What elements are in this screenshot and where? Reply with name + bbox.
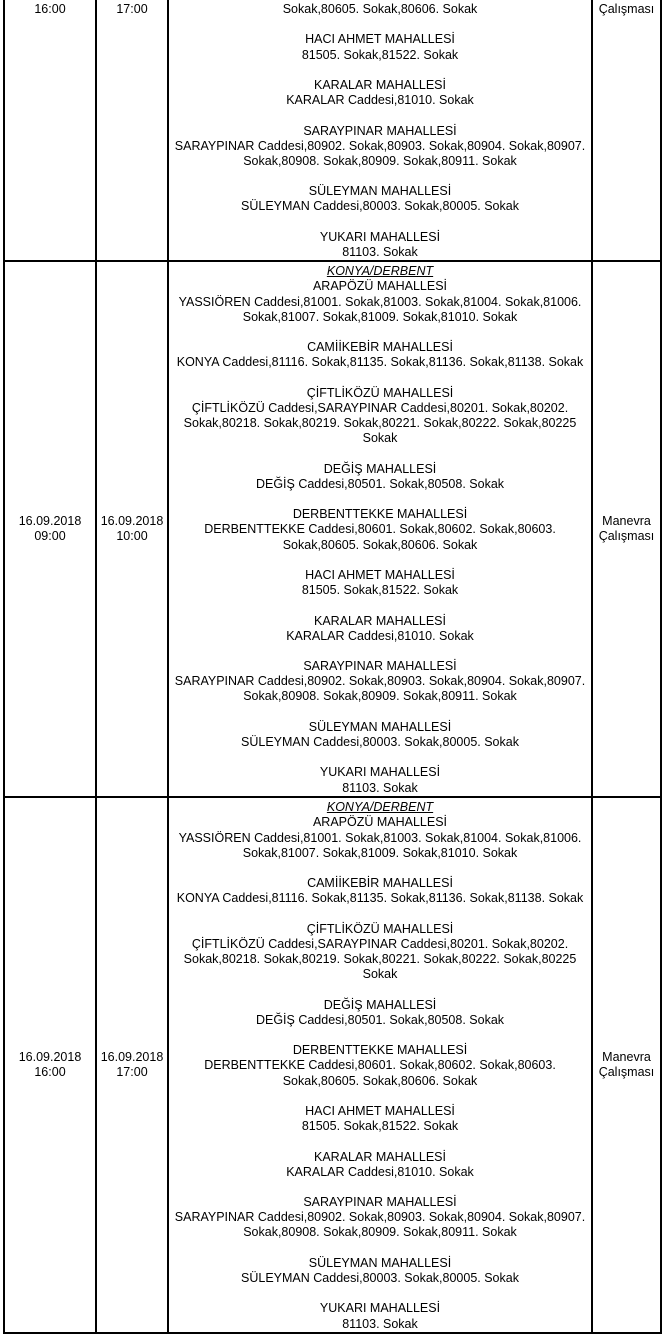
mahalle-section [169, 124, 591, 170]
start-datetime-cell [4, 797, 96, 1333]
mahalle-section [169, 1256, 591, 1286]
mahalle-name-line: SARAYPINAR MAHALLESİ [303, 123, 457, 138]
mahalle-section [169, 2, 591, 17]
outage-schedule-table [3, 0, 662, 1334]
street-list-line: 81505. Sokak,81522. Sokak [301, 1119, 459, 1134]
work-type-line: Çalışması [598, 1065, 655, 1080]
street-list-line: Sokak [362, 431, 398, 446]
affected-areas-cell [168, 0, 592, 261]
mahalle-section [169, 230, 591, 260]
mahalle-name-line: ÇİFTLİKÖZÜ MAHALLESİ [306, 385, 454, 400]
affected-areas-cell [168, 797, 592, 1333]
mahalle-name-line: CAMİİKEBİR MAHALLESİ [307, 340, 453, 355]
street-list-line: 81505. Sokak,81522. Sokak [301, 583, 459, 598]
work-type-line: Çalışması [598, 2, 655, 16]
mahalle-name-line: YUKARI MAHALLESİ [319, 765, 441, 780]
street-list-line: KONYA Caddesi,81116. Sokak,81135. Sokak,81136. Sokak,81138. Sokak [176, 355, 584, 370]
street-list-line: SÜLEYMAN Caddesi,80003. Sokak,80005. Sokak [241, 1271, 519, 1285]
mahalle-name-line: DEĞİŞ MAHALLESİ [323, 461, 437, 476]
street-list-line: 81103. Sokak [342, 780, 418, 795]
street-list-line: Sokak,80218. Sokak,80219. Sokak,80221. Sokak,80222. Sokak,80225 [183, 416, 577, 431]
mahalle-section [169, 78, 591, 108]
street-list-line: KARALAR Caddesi,81010. Sokak [286, 93, 474, 108]
mahalle-section [169, 800, 591, 861]
mahalle-section [169, 184, 591, 214]
street-list-line: SÜLEYMAN Caddesi,80003. Sokak,80005. Sokak [241, 199, 519, 214]
end-datetime-cell [96, 0, 168, 261]
street-list-line: Sokak,80908. Sokak,80909. Sokak,80911. Sokak [243, 689, 517, 704]
schedule-row [4, 797, 661, 1333]
street-list-line: KARALAR Caddesi,81010. Sokak [286, 628, 474, 643]
region-header: KONYA/DERBENT [326, 264, 434, 279]
schedule-row [4, 0, 661, 261]
mahalle-name-line: SÜLEYMAN MAHALLESİ [308, 1255, 452, 1270]
mahalle-name-line: SÜLEYMAN MAHALLESİ [308, 184, 452, 199]
region-header: KONYA/DERBENT [326, 800, 434, 815]
street-list-line: Sokak,80908. Sokak,80909. Sokak,80911. Sokak [243, 1225, 517, 1240]
street-list-line: DEĞİŞ Caddesi,80501. Sokak,80508. Sokak [255, 476, 505, 491]
end-datetime-line: 17:00 [116, 1065, 148, 1080]
street-list-line: SARAYPINAR Caddesi,80902. Sokak,80903. Sokak,80904. Sokak,80907. [174, 674, 586, 689]
mahalle-name-line: DERBENTTEKKE MAHALLESİ [292, 1043, 468, 1058]
mahalle-section [169, 462, 591, 492]
mahalle-section [169, 659, 591, 705]
mahalle-section [169, 1195, 591, 1241]
mahalle-name-line: HACI AHMET MAHALLESİ [305, 32, 455, 47]
mahalle-section [169, 340, 591, 370]
end-datetime-line: 10:00 [116, 529, 148, 544]
mahalle-section [169, 1301, 591, 1331]
schedule-row [4, 261, 661, 797]
work-type-line: Çalışması [598, 529, 655, 544]
street-list-line: ÇİFTLİKÖZÜ Caddesi,SARAYPINAR Caddesi,80201. Sokak,80202. [191, 936, 569, 951]
mahalle-name-line: HACI AHMET MAHALLESİ [305, 1103, 455, 1118]
street-list-line: Sokak,81007. Sokak,81009. Sokak,81010. Sokak [242, 845, 518, 860]
mahalle-section [169, 32, 591, 62]
mahalle-name-line: ÇİFTLİKÖZÜ MAHALLESİ [306, 921, 454, 936]
mahalle-section [169, 998, 591, 1028]
mahalle-name-line: YUKARI MAHALLESİ [319, 1301, 441, 1316]
mahalle-section [169, 386, 591, 447]
mahalle-name-line: ARAPÖZÜ MAHALLESİ [312, 815, 448, 830]
street-list-line: DEĞİŞ Caddesi,80501. Sokak,80508. Sokak [255, 1012, 505, 1027]
work-type-line: Manevra [602, 514, 651, 528]
street-list-line: YASSIÖREN Caddesi,81001. Sokak,81003. Sokak,81004. Sokak,81006. [178, 294, 582, 309]
mahalle-section [169, 1043, 591, 1089]
street-list-line: Sokak,81007. Sokak,81009. Sokak,81010. Sokak [242, 309, 518, 324]
mahalle-name-line: DEĞİŞ MAHALLESİ [323, 997, 437, 1012]
mahalle-name-line: HACI AHMET MAHALLESİ [305, 567, 455, 582]
work-type-line: Manevra [602, 1050, 651, 1064]
street-list-line: Sokak [362, 967, 398, 982]
mahalle-section [169, 922, 591, 983]
mahalle-section [169, 614, 591, 644]
mahalle-name-line: YUKARI MAHALLESİ [319, 229, 441, 244]
mahalle-section [169, 568, 591, 598]
end-datetime-line: 17:00 [116, 2, 148, 16]
street-list-line: Sokak,80908. Sokak,80909. Sokak,80911. Sokak [243, 153, 517, 168]
start-datetime-cell [4, 0, 96, 261]
mahalle-name-line: KARALAR MAHALLESİ [314, 1149, 446, 1164]
work-type-cell [592, 261, 661, 797]
street-list-line: DERBENTTEKKE Caddesi,80601. Sokak,80602. Sokak,80603. [204, 1058, 556, 1073]
mahalle-section [169, 1150, 591, 1180]
street-list-line: Sokak,80605. Sokak,80606. Sokak [282, 537, 478, 552]
affected-areas-cell [168, 261, 592, 797]
schedule-table-body [4, 0, 661, 1333]
mahalle-section [169, 765, 591, 795]
mahalle-section [169, 507, 591, 553]
mahalle-name-line: CAMİİKEBİR MAHALLESİ [307, 876, 453, 891]
street-list-line: Sokak,80605. Sokak,80606. Sokak [282, 2, 478, 16]
mahalle-section [169, 1104, 591, 1134]
mahalle-name-line: SÜLEYMAN MAHALLESİ [308, 719, 452, 734]
mahalle-section [169, 264, 591, 325]
work-type-cell [592, 0, 661, 261]
end-datetime-line: 16.09.2018 [100, 1050, 164, 1064]
start-datetime-line: 16.09.2018 [18, 1050, 82, 1064]
start-datetime-line: 16.09.2018 [18, 514, 82, 528]
end-datetime-cell [96, 797, 168, 1333]
mahalle-section [169, 876, 591, 906]
work-type-cell [592, 797, 661, 1333]
street-list-line: 81103. Sokak [342, 245, 418, 259]
street-list-line: SÜLEYMAN Caddesi,80003. Sokak,80005. Sokak [241, 735, 519, 749]
end-datetime-cell [96, 261, 168, 797]
street-list-line: SARAYPINAR Caddesi,80902. Sokak,80903. Sokak,80904. Sokak,80907. [174, 1210, 586, 1225]
mahalle-name-line: SARAYPINAR MAHALLESİ [303, 659, 457, 674]
start-datetime-line: 16:00 [34, 1065, 66, 1080]
street-list-line: SARAYPINAR Caddesi,80902. Sokak,80903. Sokak,80904. Sokak,80907. [174, 138, 586, 153]
mahalle-name-line: KARALAR MAHALLESİ [314, 613, 446, 628]
street-list-line: ÇİFTLİKÖZÜ Caddesi,SARAYPINAR Caddesi,80201. Sokak,80202. [191, 400, 569, 415]
mahalle-name-line: KARALAR MAHALLESİ [314, 77, 446, 92]
street-list-line: 81103. Sokak [342, 1316, 418, 1331]
street-list-line: Sokak,80605. Sokak,80606. Sokak [282, 1073, 478, 1088]
start-datetime-line: 16:00 [34, 2, 66, 16]
start-datetime-line: 09:00 [34, 529, 66, 544]
street-list-line: Sokak,80218. Sokak,80219. Sokak,80221. Sokak,80222. Sokak,80225 [183, 952, 577, 967]
start-datetime-cell [4, 261, 96, 797]
mahalle-name-line: ARAPÖZÜ MAHALLESİ [312, 279, 448, 294]
street-list-line: KONYA Caddesi,81116. Sokak,81135. Sokak,81136. Sokak,81138. Sokak [176, 891, 584, 906]
mahalle-section [169, 720, 591, 750]
mahalle-name-line: DERBENTTEKKE MAHALLESİ [292, 507, 468, 522]
end-datetime-line: 16.09.2018 [100, 514, 164, 528]
mahalle-name-line: SARAYPINAR MAHALLESİ [303, 1195, 457, 1210]
street-list-line: DERBENTTEKKE Caddesi,80601. Sokak,80602. Sokak,80603. [204, 522, 556, 537]
street-list-line: KARALAR Caddesi,81010. Sokak [286, 1164, 474, 1179]
street-list-line: 81505. Sokak,81522. Sokak [301, 47, 459, 62]
street-list-line: YASSIÖREN Caddesi,81001. Sokak,81003. Sokak,81004. Sokak,81006. [178, 830, 582, 845]
